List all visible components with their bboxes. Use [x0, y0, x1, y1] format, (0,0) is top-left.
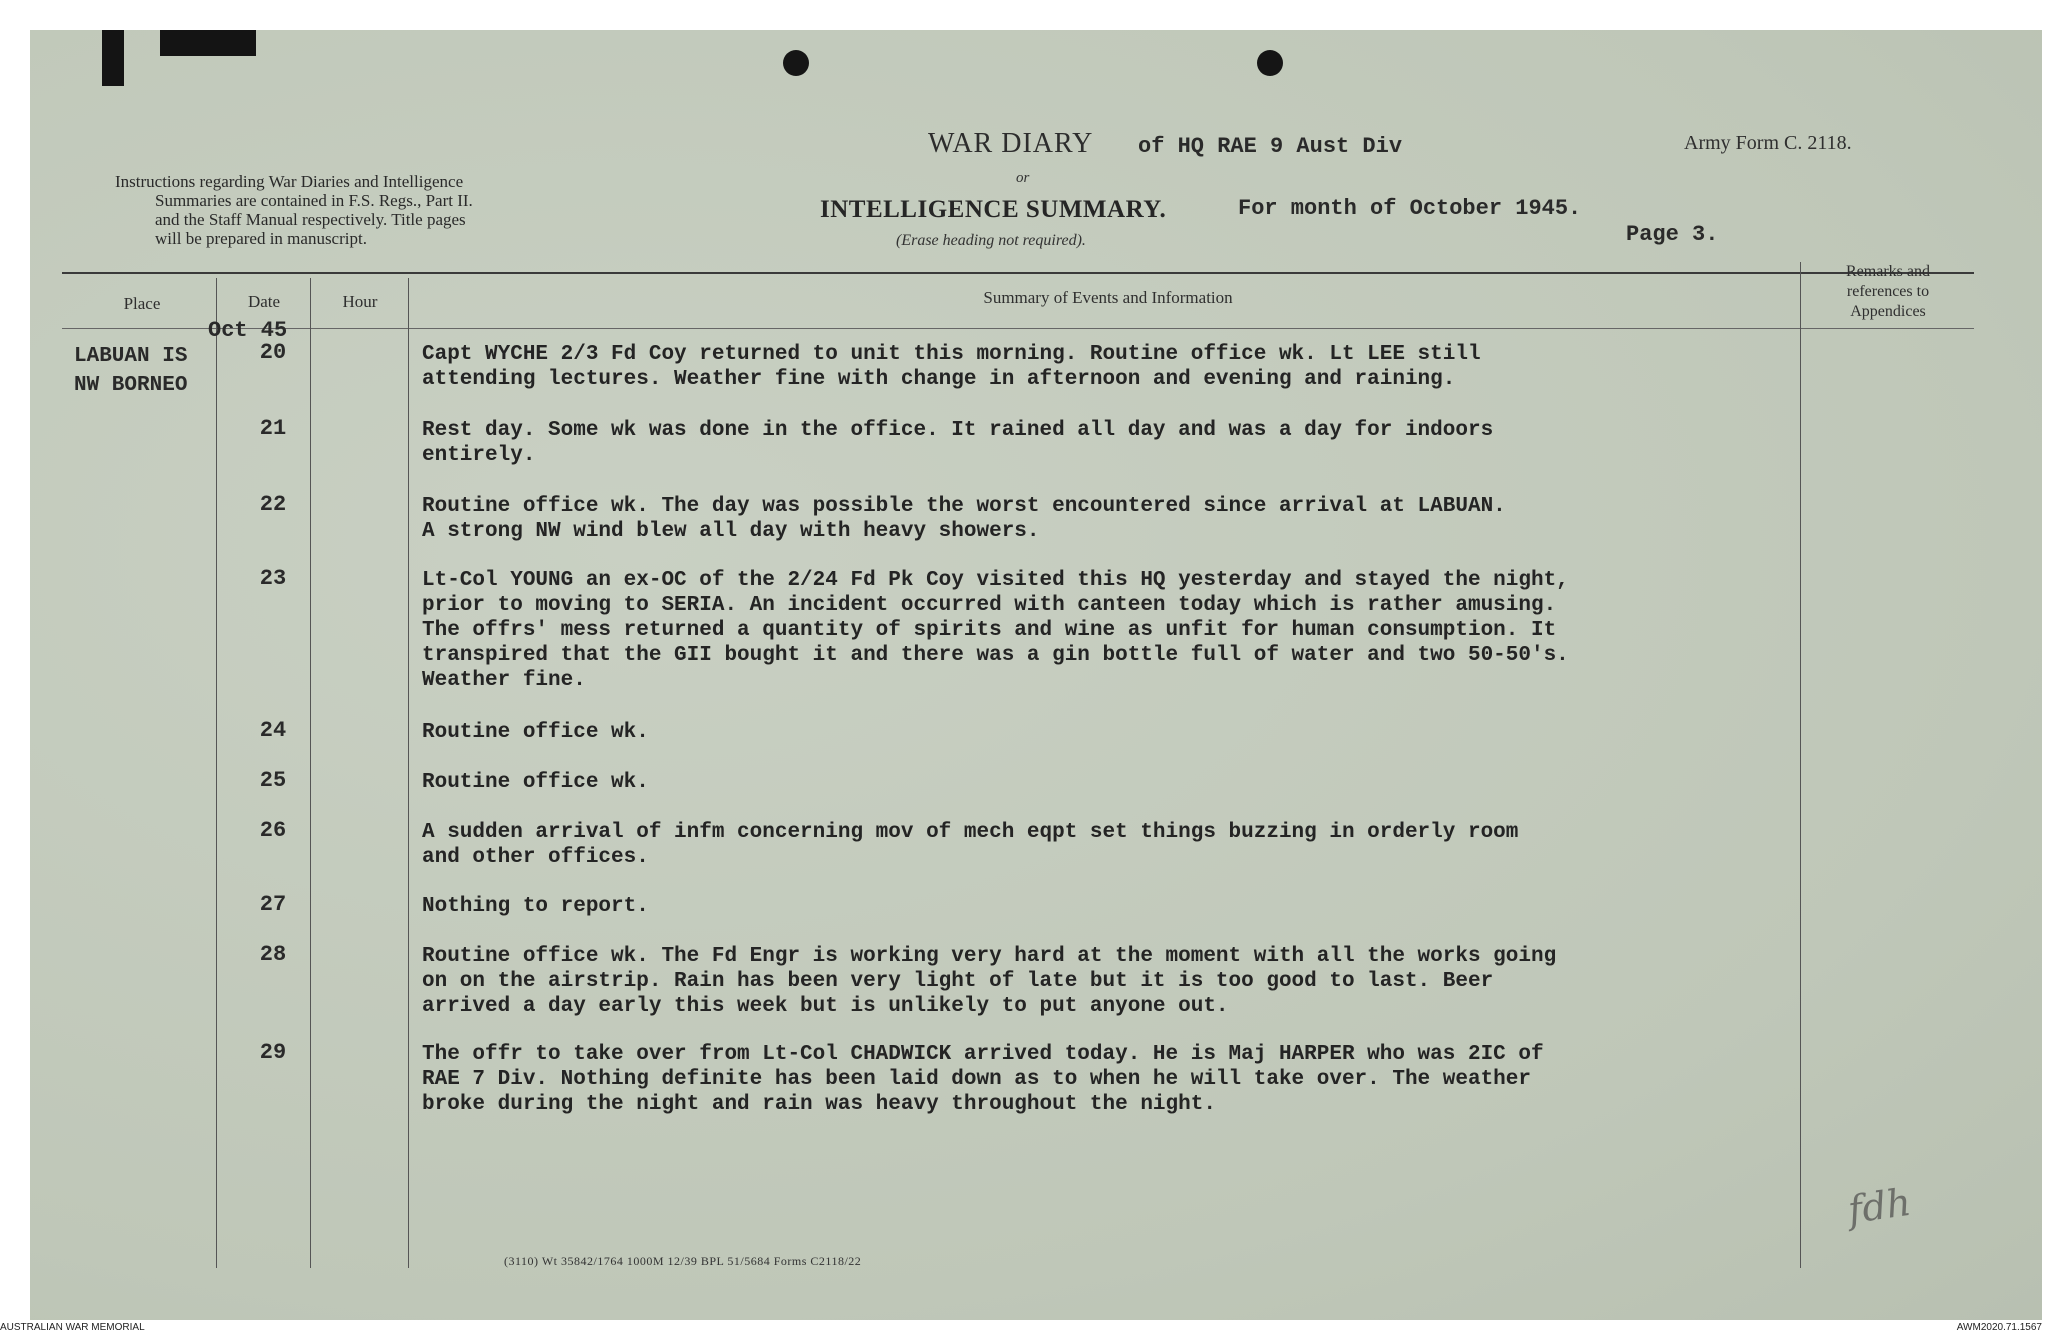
place-header: Place	[123, 294, 161, 313]
hour-header: Hour	[342, 292, 378, 311]
entry-text	[422, 894, 1792, 919]
remarks-header-line: Remarks and	[1846, 263, 1930, 280]
entry-text	[422, 342, 1792, 392]
archive-credit: AUSTRALIAN WAR MEMORIAL	[0, 1322, 145, 1333]
entry-line: on on the airstrip. Rain has been very light of late but it is too good to last. Beer	[422, 970, 1494, 993]
entry-line: broke during the night and rain was heavy throughout the night.	[422, 1093, 1216, 1116]
entry-date: 26	[259, 818, 287, 843]
entry-line: A sudden arrival of infm concerning mov of mech eqpt set things buzzing in orderly room	[422, 821, 1519, 844]
entry-date: 28	[259, 942, 287, 967]
handwritten-initials: fdh	[1845, 1179, 1914, 1233]
entry-line: Routine office wk.	[422, 771, 649, 794]
entry-line: Lt-Col YOUNG an ex-OC of the 2/24 Fd Pk Coy visited this HQ yesterday and stayed the night,	[422, 569, 1569, 592]
page-number: Page 3.	[1626, 222, 1719, 247]
place-entry	[74, 342, 187, 400]
entry-line: prior to moving to SERIA. An incident occurred with canteen today which is rather amusing.	[422, 594, 1557, 617]
date-month: Oct 45	[208, 318, 288, 343]
war-diary-title: WAR DIARY	[928, 128, 1094, 159]
entry-line: arrived a day early this week but is unlikely to put anyone out.	[422, 995, 1229, 1018]
instructions-line: and the Staff Manual respectively. Title pages	[155, 210, 466, 229]
entry-line: Weather fine.	[422, 669, 586, 692]
form-print-code: (3110) Wt 35842/1764 1000M 12/39 BPL 51/5684 Forms C2118/22	[504, 1254, 862, 1268]
entry-date: 25	[259, 768, 287, 793]
summary-header: Summary of Events and Information	[983, 288, 1233, 307]
entry-date: 21	[259, 416, 287, 441]
entry-line: attending lectures. Weather fine with change in afternoon and evening and raining.	[422, 368, 1456, 391]
binding-mark	[102, 30, 124, 86]
erase-note: (Erase heading not required).	[896, 232, 1086, 249]
entry-line: Routine office wk.	[422, 721, 649, 744]
entry-line: A strong NW wind blew all day with heavy showers.	[422, 520, 1040, 543]
remarks-header	[1808, 262, 1968, 322]
entry-line: and other offices.	[422, 846, 649, 869]
entry-text	[422, 418, 1792, 468]
army-form-number: Army Form C. 2118.	[1684, 132, 1852, 154]
column-divider	[1800, 262, 1801, 1268]
entry-line: Capt WYCHE 2/3 Fd Coy returned to unit this morning. Routine office wk. Lt LEE still	[422, 343, 1481, 366]
entry-date: 24	[259, 718, 287, 743]
entry-line: RAE 7 Div. Nothing definite has been laid down as to when he will take over. The weather	[422, 1068, 1531, 1091]
date-header: Date	[247, 292, 281, 311]
remarks-header-line: references to	[1846, 283, 1930, 300]
place-line: NW BORNEO	[74, 374, 188, 397]
entry-date: 27	[259, 892, 287, 917]
entry-line: The offrs' mess returned a quantity of spirits and wine as unfit for human consumption. It	[422, 619, 1557, 642]
entry-text	[422, 494, 1792, 544]
entry-line: Routine office wk. The day was possible the worst encountered since arrival at LABUAN.	[422, 495, 1506, 518]
entry-line: Nothing to report.	[422, 895, 649, 918]
column-divider	[408, 278, 409, 1268]
entry-line: transpired that the GII bought it and there was a gin bottle full of water and two 50-50's.	[422, 644, 1569, 667]
entry-text	[422, 944, 1792, 1019]
column-divider	[216, 278, 217, 1268]
place-line: LABUAN IS	[74, 345, 188, 368]
instructions-line: Instructions regarding War Diaries and Intelligence	[115, 172, 464, 191]
month-line: For month of October 1945.	[1238, 196, 1582, 221]
entry-text	[422, 720, 1792, 745]
unit-name: of HQ RAE 9 Aust Div	[1138, 134, 1403, 159]
instructions-line: Summaries are contained in F.S. Regs., Part II.	[155, 191, 473, 210]
entry-date: 22	[259, 492, 287, 517]
entry-line: entirely.	[422, 444, 536, 467]
entry-text	[422, 770, 1792, 795]
entry-line: Rest day. Some wk was done in the office. It rained all day and was a day for indoors	[422, 419, 1494, 442]
archive-reference: AWM2020.71.1567	[1956, 1322, 2042, 1333]
or-text: or	[1016, 170, 1030, 186]
punch-hole	[783, 50, 809, 76]
entry-line: The offr to take over from Lt-Col CHADWICK arrived today. He is Maj HARPER who was 2IC of	[422, 1043, 1544, 1066]
entry-date: 29	[259, 1040, 287, 1065]
entry-date: 20	[259, 340, 287, 365]
table-top-rule	[62, 272, 1974, 274]
instructions-line: will be prepared in manuscript.	[155, 229, 367, 248]
entry-line: Routine office wk. The Fd Engr is working very hard at the moment with all the works going	[422, 945, 1557, 968]
instructions-block	[115, 172, 595, 248]
entry-text	[422, 1042, 1792, 1117]
binding-mark	[160, 30, 256, 56]
header-bottom-rule	[62, 328, 1974, 329]
intelligence-summary-heading: INTELLIGENCE SUMMARY.	[820, 196, 1167, 223]
remarks-header-line: Appendices	[1850, 303, 1926, 320]
punch-hole	[1257, 50, 1283, 76]
entry-text	[422, 820, 1792, 870]
entry-text	[422, 568, 1792, 693]
entry-date: 23	[259, 566, 287, 591]
